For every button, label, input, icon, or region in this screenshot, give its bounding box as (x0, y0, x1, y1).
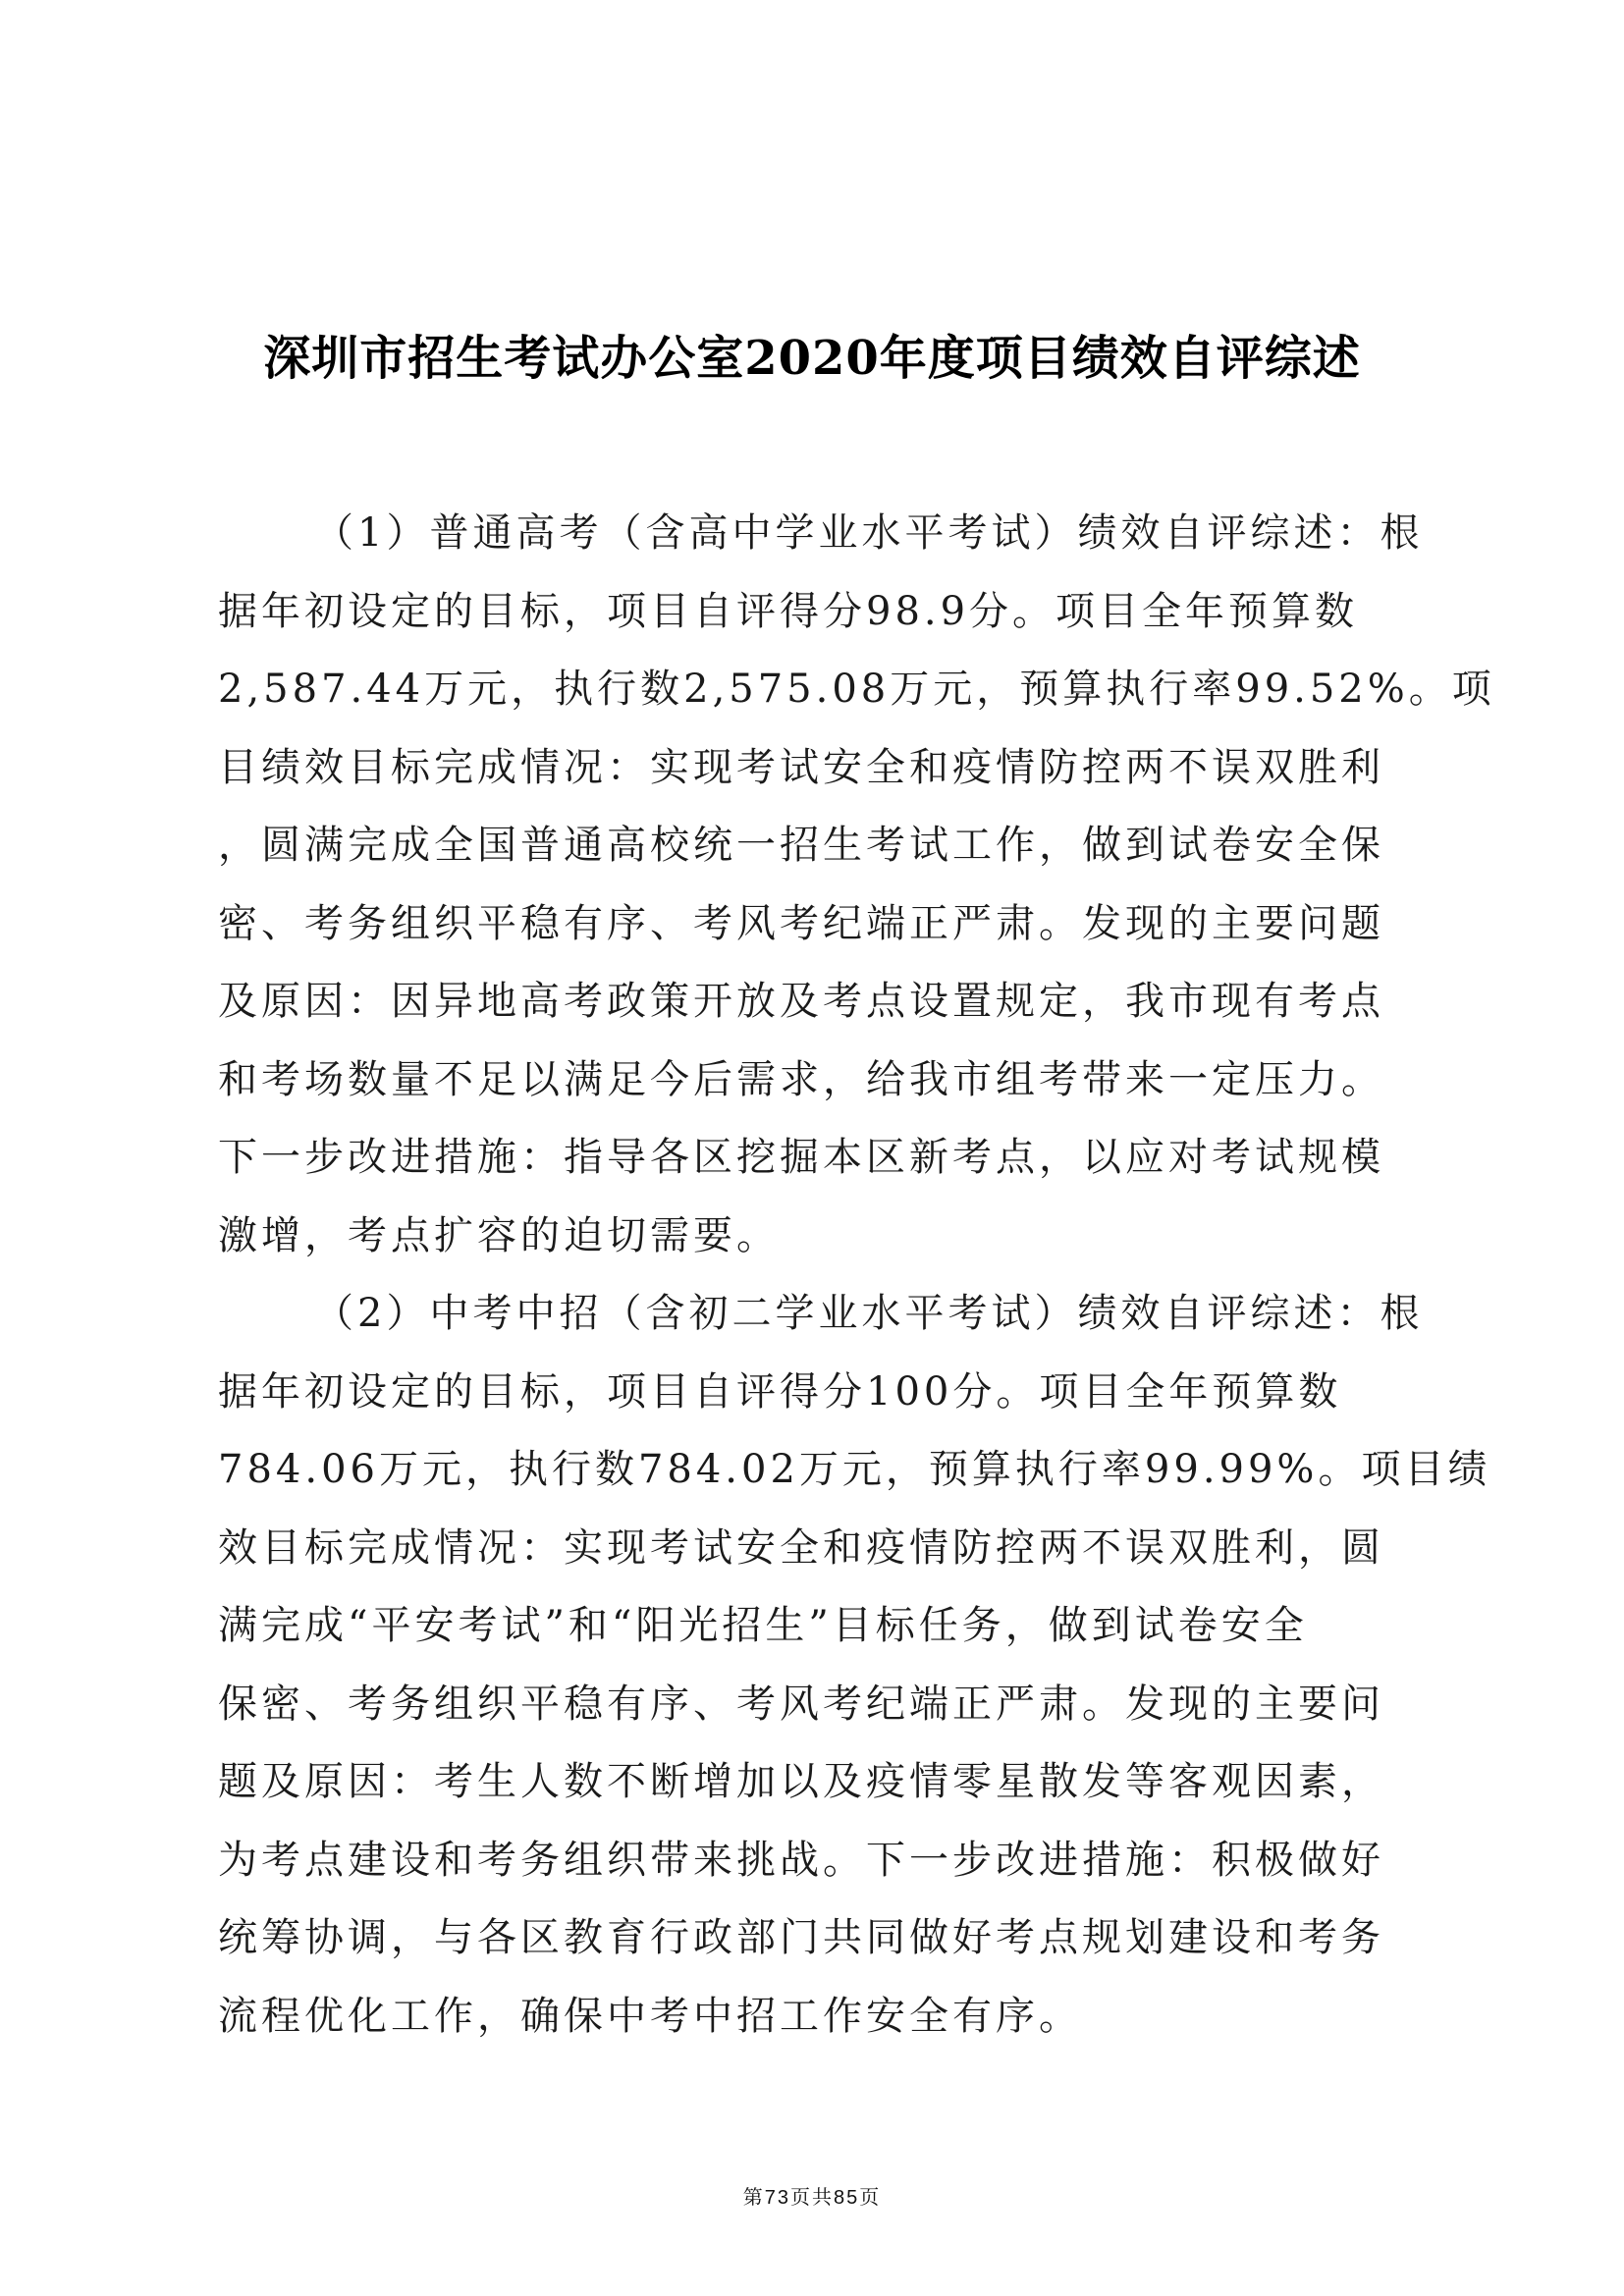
page-number-footer: 第73页共85页 (742, 2187, 882, 2209)
paragraph-line: 统筹协调，与各区教育行政部门共同做好考点规划建设和考务 (218, 1915, 1384, 1960)
paragraph-line: （1）普通高考（含高中学业水平考试）绩效自评综述：根 (314, 510, 1424, 556)
document-title: 深圳市招生考试办公室2020年度项目绩效自评综述 (263, 331, 1361, 386)
paragraph-zhongkao (218, 1275, 1491, 2056)
paragraph-line: 题及原因：考生人数不断增加以及疫情零星散发等客观因素， (218, 1759, 1384, 1804)
paragraph-line: 784.06万元，执行数784.02万元，预算执行率99.99%。项目绩 (218, 1447, 1491, 1492)
paragraph-line: 效目标完成情况：实现考试安全和疫情防控两不误双胜利，圆 (218, 1524, 1384, 1571)
paragraph-line: 及原因：因异地高考政策开放及考点设置规定，我市现有考点 (218, 979, 1384, 1024)
paragraph-line: 保密、考务组织平稳有序、考风考纪端正严肃。发现的主要问 (218, 1681, 1384, 1727)
paragraph-line: 2,587.44万元，执行数2,575.08万元，预算执行率99.52%。项 (218, 667, 1495, 712)
paragraph-line: 激增，考点扩容的迫切需要。 (218, 1212, 780, 1258)
document-body (218, 495, 1495, 2056)
paragraph-line: 和考场数量不足以满足今后需求，给我市组考带来一定压力。 (218, 1056, 1384, 1102)
paragraph-line: 流程优化工作，确保中考中招工作安全有序。 (218, 1993, 1082, 2039)
paragraph-line: （2）中考中招（含初二学业水平考试）绩效自评综述：根 (314, 1291, 1424, 1336)
paragraph-line: 据年初设定的目标，项目自评得分100分。项目全年预算数 (218, 1368, 1342, 1415)
paragraph-line: 为考点建设和考务组织带来挑战。下一步改进措施：积极做好 (218, 1837, 1384, 1883)
paragraph-line: 据年初设定的目标，项目自评得分98.9分。项目全年预算数 (218, 588, 1359, 634)
paragraph-line: 目绩效目标完成情况：实现考试安全和疫情防控两不误双胜利 (218, 744, 1384, 790)
paragraph-line: 满完成“平安考试”和“阳光招生”目标任务，做到试卷安全 (218, 1603, 1308, 1648)
paragraph-gaokao (218, 495, 1495, 1275)
paragraph-line: 密、考务组织平稳有序、考风考纪端正严肃。发现的主要问题 (218, 900, 1384, 946)
paragraph-line: 下一步改进措施：指导各区挖掘本区新考点，以应对考试规模 (218, 1135, 1384, 1180)
paragraph-line: ，圆满完成全国普通高校统一招生考试工作，做到试卷安全保 (218, 823, 1384, 868)
